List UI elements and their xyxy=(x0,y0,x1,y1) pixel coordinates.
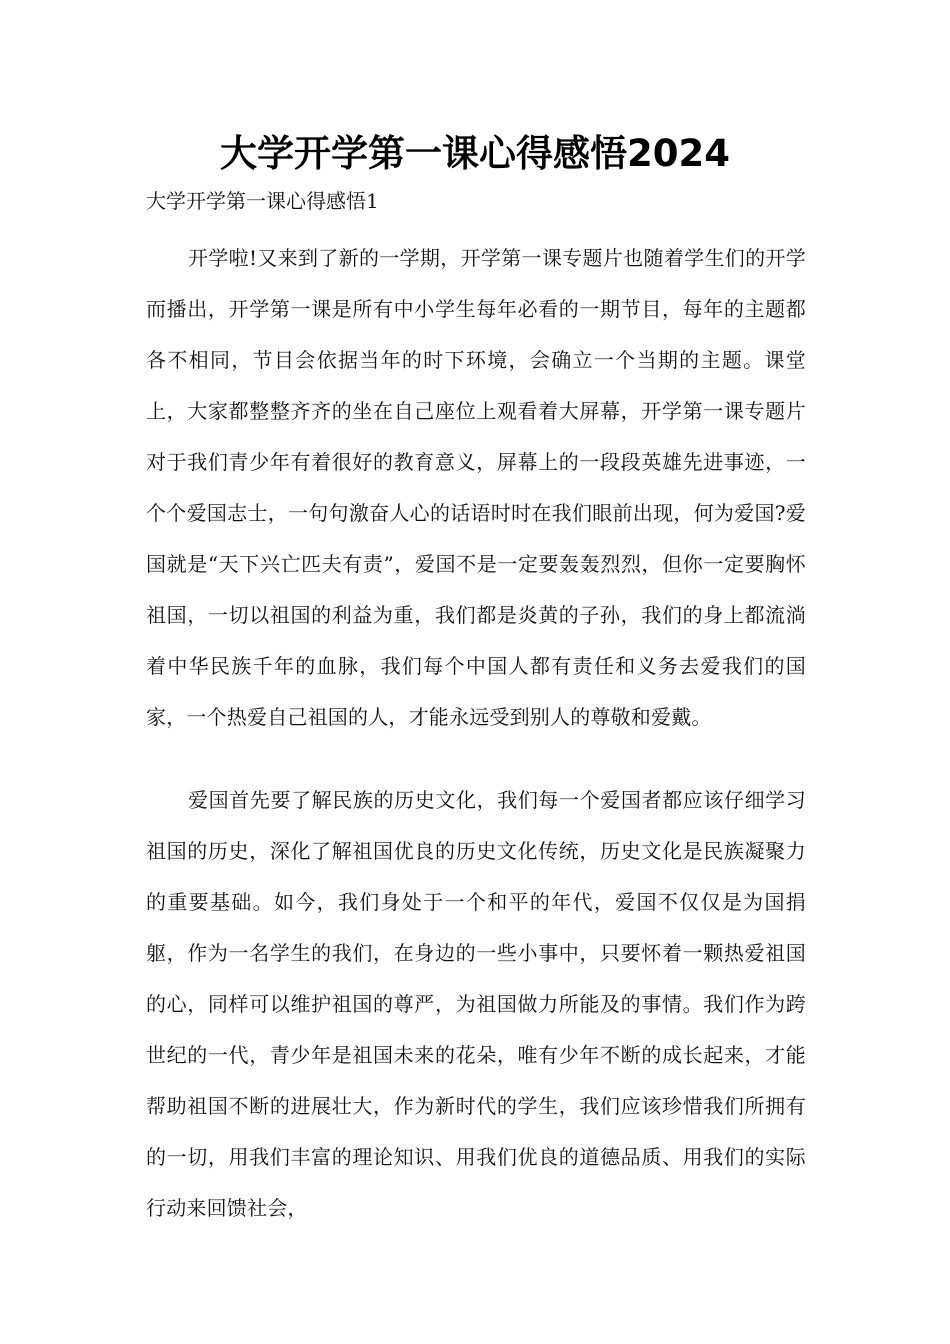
paragraph-1: 开学啦!又来到了新的一学期，开学第一课专题片也随着学生们的开学而播出，开学第一课是所有中小学生每年必看的一期节目，每年的主题都各不相同，节目会依据当年的时下环境，会确立一个当期的主题。课堂上，大家都整整齐齐的坐在自己座位上观看着大屏幕，开学第一课专题片对于我们青少年有着很好的教育意义，屏幕上的一段段英雄先进事迹，一个个爱国志士，一句句激奋人心的话语时时在我们眼前出现，何为爱国?爱国就是“天下兴亡匹夫有责”，爱国不是一定要轰轰烈烈，但你一定要胸怀祖国，一切以祖国的利益为重，我们都是炎黄的子孙，我们的身上都流淌着中华民族千年的血脉，我们每个中国人都有责任和义务去爱我们的国家，一个热爱自己祖国的人，才能永远受到别人的尊敬和爱戴。 xyxy=(146,246,806,729)
document-title: 大学开学第一课心得感悟2024 xyxy=(220,132,730,175)
paragraph-2: 爱国首先要了解民族的历史文化，我们每一个爱国者都应该仔细学习祖国的历史，深化了解祖国优良的历史文化传统，历史文化是民族凝聚力的重要基础。如今，我们身处于一个和平的年代，爱国不仅仅是为国捐躯，作为一名学生的我们，在身边的一些小事中，只要怀着一颗热爱祖国的心，同样可以维护祖国的尊严，为祖国做力所能及的事情。我们作为跨世纪的一代，青少年是祖国未来的花朵，唯有少年不断的成长起来，才能帮助祖国不断的进展壮大，作为新时代的学生，我们应该珍惜我们所拥有的一切，用我们丰富的理论知识、用我们优良的道德品质、用我们的实际行动来回馈社会， xyxy=(146,788,806,1220)
section-heading: 大学开学第一课心得感悟1 xyxy=(146,189,379,213)
